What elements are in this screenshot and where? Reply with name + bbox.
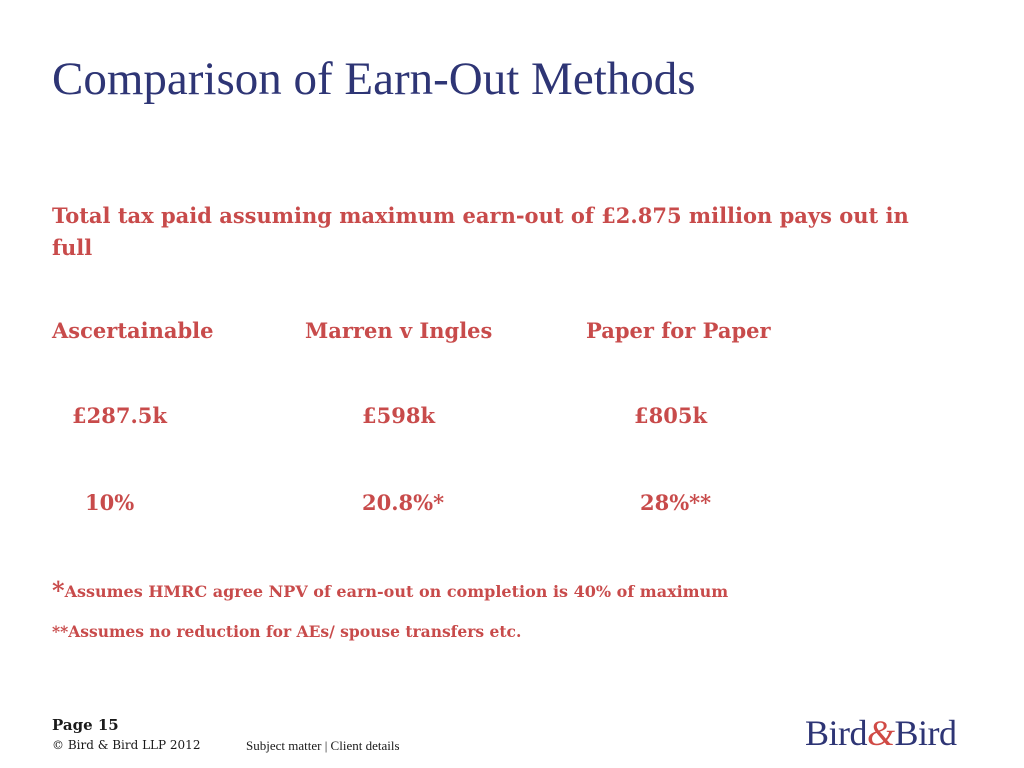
amount-paper-for-paper: £805k [634,403,707,428]
logo-ampersand: & [867,713,895,753]
column-heading-ascertainable: Ascertainable [52,318,214,343]
slide-subtitle: Total tax paid assuming maximum earn-out of £2.875 million pays out in full [52,203,909,260]
column-heading-paper-for-paper: Paper for Paper [586,318,771,343]
percent-ascertainable: 10% [85,490,135,515]
subject-client-details: Subject matter | Client details [246,738,400,753]
page-number: Page 15 [52,716,119,734]
footnote-npv-text: Assumes HMRC agree NPV of earn-out on completion is 40% of maximum [64,582,729,601]
logo-word-right: Bird [894,713,957,753]
amount-ascertainable: £287.5k [72,403,167,428]
footnote-npv [52,576,728,605]
footnote-star: * [52,576,65,605]
bird-and-bird-logo [805,712,957,754]
percent-marren-v-ingles: 20.8%* [362,490,445,515]
copyright-notice: © Bird & Bird LLP 2012 [52,738,201,752]
footnote-aes: **Assumes no reduction for AEs/ spouse transfers etc. [52,622,522,641]
column-heading-marren-v-ingles: Marren v Ingles [305,318,493,343]
percent-paper-for-paper: 28%** [640,490,712,515]
amount-marren-v-ingles: £598k [362,403,435,428]
slide-title: Comparison of Earn-Out Methods [52,53,696,105]
logo-word-left: Bird [805,713,868,753]
